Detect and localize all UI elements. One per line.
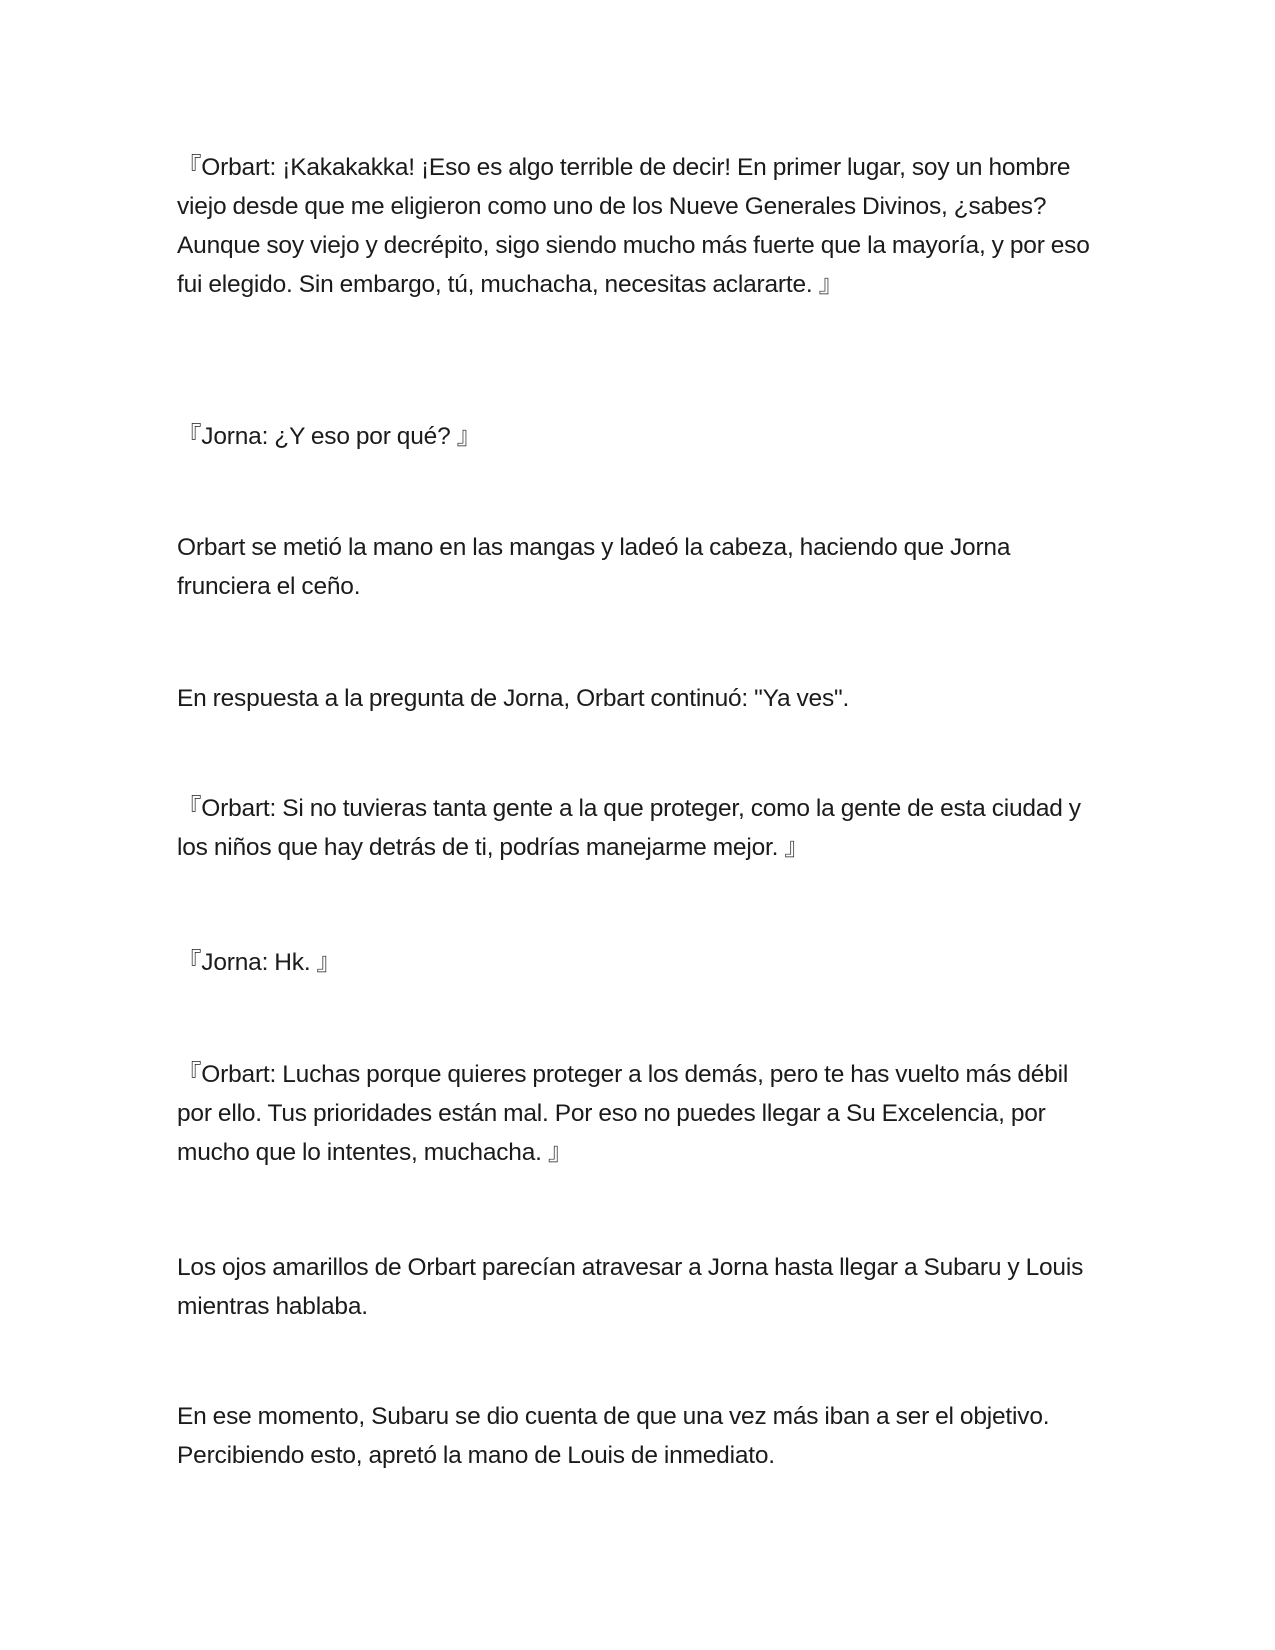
narration-paragraph-2: En respuesta a la pregunta de Jorna, Orbart continuó: "Ya ves". <box>177 685 850 712</box>
narration-paragraph-3: Los ojos amarillos de Orbart parecían atravesar a Jorna hasta llegar a Subaru y Louis mientras hablaba. <box>177 1254 1084 1320</box>
narration-paragraph-1: Orbart se metió la mano en las mangas y ladeó la cabeza, haciendo que Jorna frunciera el ceño. <box>177 534 1011 600</box>
dialogue-orbart-3: 『Orbart: Luchas porque quieres proteger a los demás, pero te has vuelto más débil por ello. Tus prioridades están mal. Por eso no puedes llegar a Su Excelencia, por mucho que lo intentes, muchacha. 』 <box>177 1061 1069 1166</box>
narration-paragraph-4: En ese momento, Subaru se dio cuenta de que una vez más iban a ser el objetivo. Percibiendo esto, apretó la mano de Louis de inmediato. <box>177 1403 1050 1469</box>
dialogue-jorna-2: 『Jorna: Hk. 』 <box>177 949 341 976</box>
dialogue-orbart-1: 『Orbart: ¡Kakakakka! ¡Eso es algo terrible de decir! En primer lugar, soy un hombre viejo desde que me eligieron como uno de los Nueve Generales Divinos, ¿sabes? Aunque soy viejo y decrépito, sigo siendo mucho más fuerte que la mayoría, y por eso fui elegido. Sin embargo, tú, muchacha, necesitas aclararte. 』 <box>177 154 1090 298</box>
dialogue-orbart-2: 『Orbart: Si no tuvieras tanta gente a la que proteger, como la gente de esta ciudad y los niños que hay detrás de ti, podrías manejarme mejor. 』 <box>177 795 1081 861</box>
dialogue-jorna-1: 『Jorna: ¿Y eso por qué? 』 <box>177 423 481 450</box>
